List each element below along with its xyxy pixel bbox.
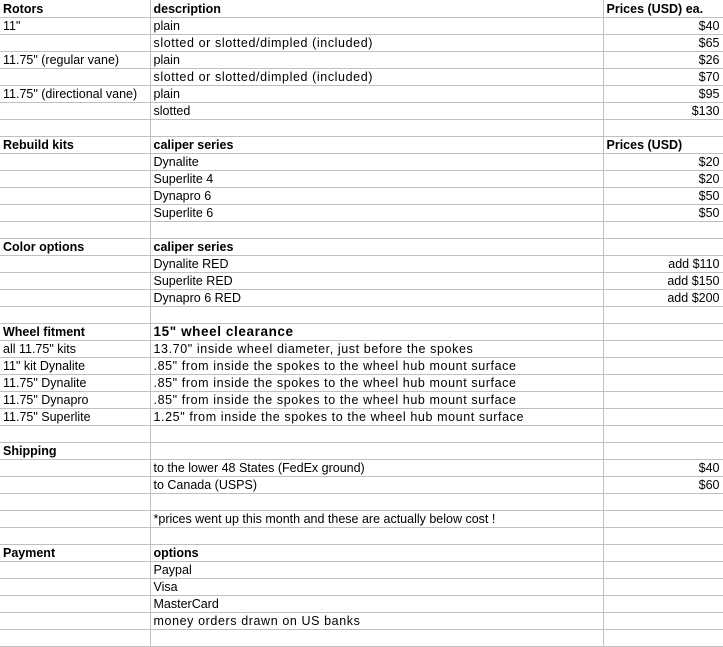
- section-header-row: [0, 136, 723, 153]
- cell-price[interactable]: [603, 238, 723, 255]
- table-row: [0, 510, 723, 527]
- cell-price[interactable]: [603, 442, 723, 459]
- cell-description[interactable]: [150, 527, 603, 544]
- cell-description[interactable]: caliper series: [150, 238, 603, 255]
- cell-price[interactable]: [603, 629, 723, 646]
- cell-description[interactable]: 15" wheel clearance: [150, 323, 603, 340]
- cell-price[interactable]: [603, 544, 723, 561]
- cell-label[interactable]: [0, 510, 150, 527]
- cell-label[interactable]: [0, 595, 150, 612]
- cell-label[interactable]: [0, 306, 150, 323]
- cell-label[interactable]: all 11.75" kits: [0, 340, 150, 357]
- cell-price[interactable]: [603, 408, 723, 425]
- table-row: [0, 408, 723, 425]
- cell-price[interactable]: [603, 595, 723, 612]
- table-row: [0, 17, 723, 34]
- cell-price[interactable]: [603, 340, 723, 357]
- section-header-row: [0, 323, 723, 340]
- cell-price[interactable]: [603, 561, 723, 578]
- cell-description[interactable]: [150, 629, 603, 646]
- cell-price[interactable]: [603, 578, 723, 595]
- cell-description[interactable]: Superlite 6: [150, 204, 603, 221]
- cell-label[interactable]: [0, 187, 150, 204]
- table-row: [0, 391, 723, 408]
- cell-label[interactable]: [0, 561, 150, 578]
- cell-label[interactable]: [0, 204, 150, 221]
- cell-label[interactable]: [0, 221, 150, 238]
- cell-price[interactable]: $26: [603, 51, 723, 68]
- cell-description[interactable]: MasterCard: [150, 595, 603, 612]
- cell-price[interactable]: [603, 357, 723, 374]
- cell-price[interactable]: $50: [603, 204, 723, 221]
- section-header-row: [0, 442, 723, 459]
- cell-price[interactable]: add $200: [603, 289, 723, 306]
- cell-price[interactable]: [603, 612, 723, 629]
- table-row: [0, 187, 723, 204]
- cell-label[interactable]: 11.75" Superlite: [0, 408, 150, 425]
- cell-price[interactable]: [603, 510, 723, 527]
- table-row: [0, 476, 723, 493]
- cell-price[interactable]: [603, 119, 723, 136]
- cell-price[interactable]: $20: [603, 170, 723, 187]
- cell-description[interactable]: to the lower 48 States (FedEx ground): [150, 459, 603, 476]
- cell-description[interactable]: .85" from inside the spokes to the wheel hub mount surface: [150, 391, 603, 408]
- table-row: [0, 629, 723, 646]
- cell-description[interactable]: Dynapro 6: [150, 187, 603, 204]
- cell-label[interactable]: [0, 119, 150, 136]
- table-row: [0, 221, 723, 238]
- table-row: [0, 374, 723, 391]
- cell-description[interactable]: [150, 442, 603, 459]
- cell-description[interactable]: slotted or slotted/dimpled (included): [150, 34, 603, 51]
- cell-description[interactable]: Dynapro 6 RED: [150, 289, 603, 306]
- table-row: [0, 306, 723, 323]
- cell-description[interactable]: Dynalite RED: [150, 255, 603, 272]
- cell-description[interactable]: [150, 493, 603, 510]
- cell-label[interactable]: [0, 153, 150, 170]
- cell-description[interactable]: Superlite RED: [150, 272, 603, 289]
- cell-price[interactable]: $60: [603, 476, 723, 493]
- cell-price[interactable]: $65: [603, 34, 723, 51]
- section-header-row: [0, 238, 723, 255]
- table-row: [0, 493, 723, 510]
- cell-label[interactable]: Payment: [0, 544, 150, 561]
- cell-label[interactable]: 11.75" Dynalite: [0, 374, 150, 391]
- cell-label[interactable]: Rotors: [0, 0, 150, 17]
- cell-price[interactable]: [603, 306, 723, 323]
- cell-description[interactable]: Paypal: [150, 561, 603, 578]
- cell-description[interactable]: plain: [150, 85, 603, 102]
- cell-price[interactable]: $20: [603, 153, 723, 170]
- cell-label[interactable]: 11": [0, 17, 150, 34]
- table-row: [0, 255, 723, 272]
- cell-description[interactable]: 13.70" inside wheel diameter, just before the spokes: [150, 340, 603, 357]
- cell-label[interactable]: [0, 629, 150, 646]
- cell-price[interactable]: [603, 493, 723, 510]
- table-row: [0, 102, 723, 119]
- cell-label[interactable]: Shipping: [0, 442, 150, 459]
- table-row: [0, 425, 723, 442]
- cell-price[interactable]: [603, 425, 723, 442]
- table-row: [0, 68, 723, 85]
- cell-label[interactable]: Wheel fitment: [0, 323, 150, 340]
- table-row: [0, 289, 723, 306]
- cell-price[interactable]: Prices (USD): [603, 136, 723, 153]
- cell-description[interactable]: caliper series: [150, 136, 603, 153]
- cell-label[interactable]: 11.75" Dynapro: [0, 391, 150, 408]
- cell-price[interactable]: [603, 221, 723, 238]
- table-row: [0, 51, 723, 68]
- table-row: [0, 170, 723, 187]
- table-row: [0, 578, 723, 595]
- table-row: [0, 85, 723, 102]
- cell-label[interactable]: [0, 578, 150, 595]
- table-row: [0, 459, 723, 476]
- cell-description[interactable]: Visa: [150, 578, 603, 595]
- cell-label[interactable]: [0, 493, 150, 510]
- cell-label[interactable]: [0, 527, 150, 544]
- cell-label[interactable]: [0, 425, 150, 442]
- cell-description[interactable]: [150, 425, 603, 442]
- cell-description[interactable]: [150, 119, 603, 136]
- cell-label[interactable]: [0, 170, 150, 187]
- cell-description[interactable]: slotted: [150, 102, 603, 119]
- cell-description[interactable]: description: [150, 0, 603, 17]
- cell-description[interactable]: to Canada (USPS): [150, 476, 603, 493]
- cell-price[interactable]: $70: [603, 68, 723, 85]
- table-row: [0, 272, 723, 289]
- cell-description[interactable]: money orders drawn on US banks: [150, 612, 603, 629]
- table-row: [0, 204, 723, 221]
- cell-description[interactable]: Superlite 4: [150, 170, 603, 187]
- table-row: [0, 119, 723, 136]
- cell-description[interactable]: slotted or slotted/dimpled (included): [150, 68, 603, 85]
- cell-price[interactable]: $130: [603, 102, 723, 119]
- table-row: [0, 34, 723, 51]
- cell-label[interactable]: [0, 289, 150, 306]
- cell-label[interactable]: 11.75" (regular vane): [0, 51, 150, 68]
- cell-price[interactable]: $95: [603, 85, 723, 102]
- cell-price[interactable]: [603, 527, 723, 544]
- cell-description[interactable]: plain: [150, 17, 603, 34]
- cell-price[interactable]: $50: [603, 187, 723, 204]
- cell-label[interactable]: Color options: [0, 238, 150, 255]
- cell-label[interactable]: [0, 102, 150, 119]
- cell-price[interactable]: [603, 323, 723, 340]
- cell-label[interactable]: [0, 255, 150, 272]
- cell-label[interactable]: 11" kit Dynalite: [0, 357, 150, 374]
- cell-label[interactable]: [0, 34, 150, 51]
- table-row: [0, 357, 723, 374]
- cell-description[interactable]: [150, 306, 603, 323]
- table-row: [0, 340, 723, 357]
- cell-label[interactable]: [0, 476, 150, 493]
- section-header-row: [0, 544, 723, 561]
- cell-description[interactable]: plain: [150, 51, 603, 68]
- cell-price[interactable]: $40: [603, 459, 723, 476]
- cell-description[interactable]: *prices went up this month and these are actually below cost !: [150, 510, 603, 527]
- table-row: [0, 153, 723, 170]
- cell-price[interactable]: Prices (USD) ea.: [603, 0, 723, 17]
- table-row: [0, 612, 723, 629]
- cell-description[interactable]: options: [150, 544, 603, 561]
- cell-price[interactable]: $40: [603, 17, 723, 34]
- cell-description[interactable]: 1.25" from inside the spokes to the wheel hub mount surface: [150, 408, 603, 425]
- cell-price[interactable]: add $150: [603, 272, 723, 289]
- table-row: [0, 561, 723, 578]
- cell-price[interactable]: [603, 374, 723, 391]
- cell-price[interactable]: [603, 391, 723, 408]
- cell-label[interactable]: [0, 459, 150, 476]
- cell-label[interactable]: 11.75" (directional vane): [0, 85, 150, 102]
- cell-description[interactable]: .85" from inside the spokes to the wheel hub mount surface: [150, 374, 603, 391]
- cell-description[interactable]: [150, 221, 603, 238]
- cell-description[interactable]: Dynalite: [150, 153, 603, 170]
- table-row: [0, 527, 723, 544]
- cell-label[interactable]: [0, 272, 150, 289]
- cell-label[interactable]: Rebuild kits: [0, 136, 150, 153]
- cell-price[interactable]: add $110: [603, 255, 723, 272]
- cell-description[interactable]: .85" from inside the spokes to the wheel hub mount surface: [150, 357, 603, 374]
- cell-label[interactable]: [0, 612, 150, 629]
- cell-label[interactable]: [0, 68, 150, 85]
- section-header-row: [0, 0, 723, 17]
- table-row: [0, 595, 723, 612]
